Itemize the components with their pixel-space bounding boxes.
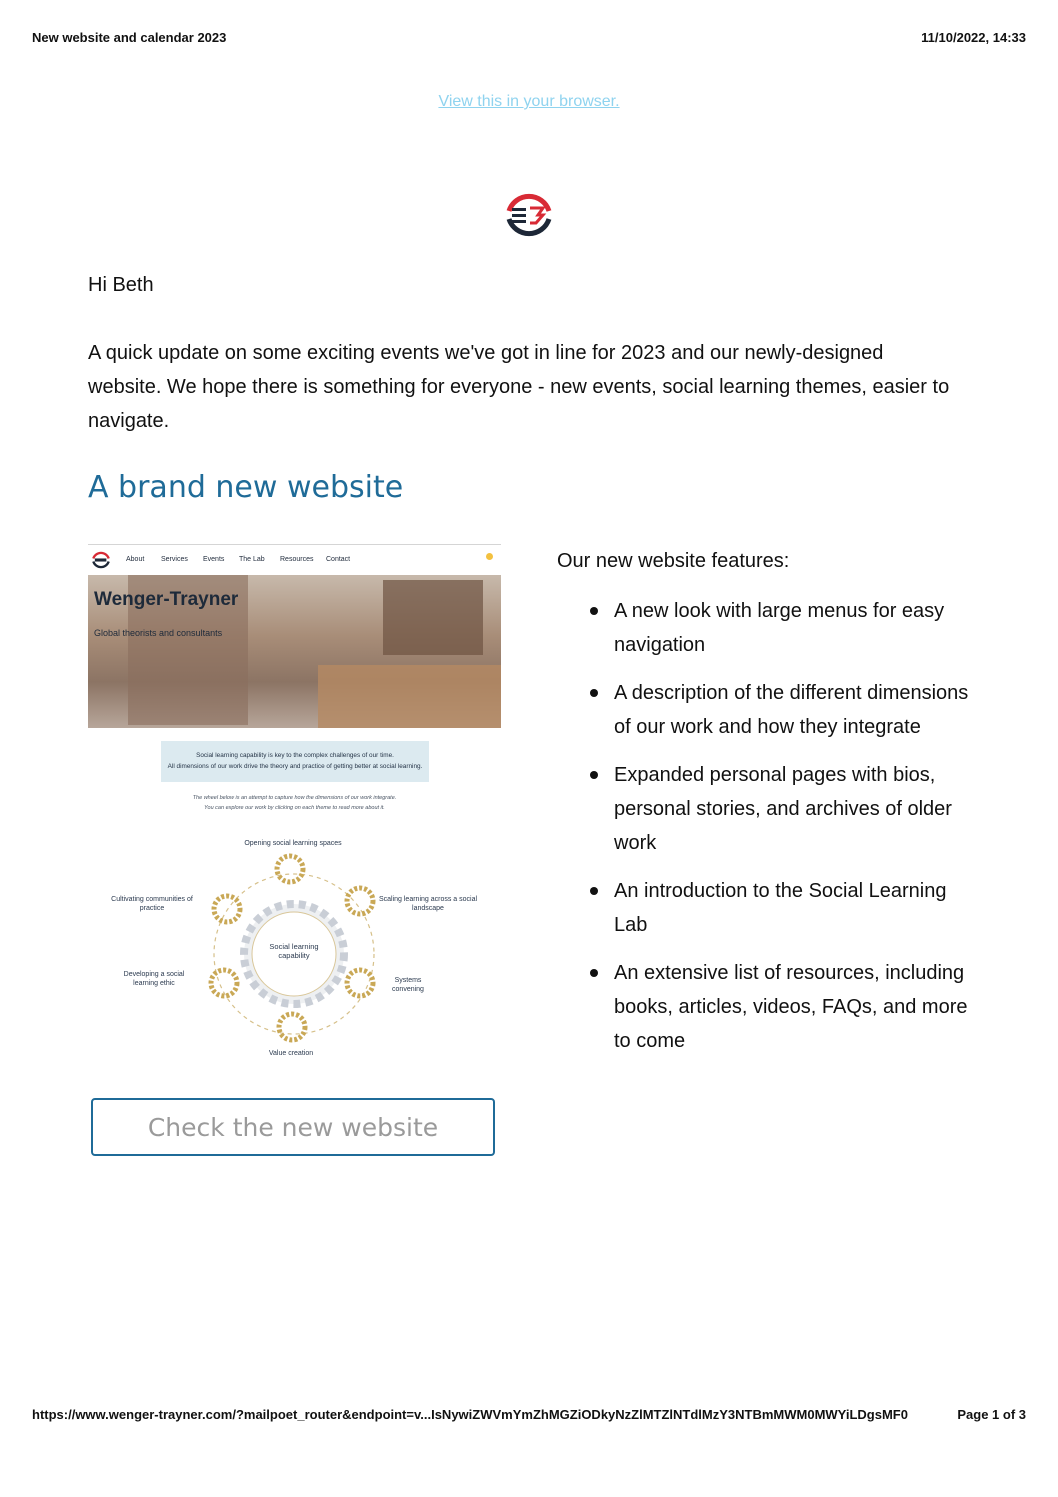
- screenshot-quote-line1: Social learning capability is key to the complex challenges of our time.: [196, 752, 394, 759]
- screenshot-nav: [88, 544, 501, 577]
- bullet-icon: [590, 887, 598, 895]
- bullet-icon: [590, 607, 598, 615]
- feature-item: [590, 676, 985, 744]
- features-intro: Our new website features:: [557, 550, 790, 572]
- wheel-center-label: Social learning capability: [269, 942, 319, 960]
- feature-text: A description of the different dimensions of our work and how they integrate: [614, 682, 969, 738]
- feature-text: A new look with large menus for easy navigation: [614, 600, 945, 656]
- hero-cabinet: [383, 580, 483, 655]
- wheel-label-bottom-right: Systems convening: [392, 977, 424, 993]
- screenshot-hero: [88, 575, 501, 728]
- bullet-icon: [590, 771, 598, 779]
- hero-table: [318, 665, 501, 728]
- bullet-icon: [590, 969, 598, 977]
- print-footer-url: https://www.wenger-trayner.com/?mailpoet_router&endpoint=v...IsNywiZWVmYmZhMGZiODkyNzZlMTZlNTdlMzY3NTBmMWM0MWYiLDgsMF0: [32, 1407, 908, 1422]
- feature-item: [590, 594, 985, 662]
- wheel-label-top-right: Scaling learning across a social landscape: [378, 896, 478, 912]
- feature-text: An extensive list of resources, including books, articles, videos, FAQs, and more to come: [614, 962, 968, 1052]
- print-footer-page: Page 1 of 3: [957, 1407, 1026, 1422]
- screenshot-note-line2: You can explore our work by clicking on each theme to read more about it.: [204, 805, 385, 811]
- screenshot-hero-subtitle: Global theorists and consultants: [94, 628, 223, 638]
- wheel-label-bottom: Value creation: [268, 1050, 314, 1057]
- screenshot-note-line1: The wheel below is an attempt to capture how the dimensions of our work integrate.: [192, 795, 397, 801]
- wheel-label-top: Opening social learning spaces: [244, 840, 342, 847]
- screenshot-nav-resources: Resources: [280, 556, 314, 563]
- feature-text: Expanded personal pages with bios, personal stories, and archives of older work: [614, 764, 952, 854]
- screenshot-quote-line2: All dimensions of our work drive the theory and practice of getting better at social learning.: [167, 763, 423, 770]
- screenshot-nav-events: Events: [203, 556, 225, 563]
- feature-item: [590, 874, 985, 942]
- feature-item: [590, 758, 985, 860]
- wheel-label-bottom-left: Developing a social learning ethic: [123, 971, 185, 987]
- screenshot-logo-icon: [91, 550, 111, 570]
- print-header-title: New website and calendar 2023: [32, 30, 227, 45]
- wheel-label-top-left: Cultivating communities of practice: [111, 896, 193, 912]
- screenshot-quote-box: [161, 741, 429, 782]
- website-screenshot: [88, 544, 501, 1070]
- view-in-browser-link[interactable]: View this in your browser.: [438, 93, 620, 110]
- section-heading: A brand new website: [88, 470, 404, 505]
- screenshot-nav-about: About: [126, 556, 145, 563]
- feature-item: [590, 956, 985, 1058]
- features-list: [590, 594, 985, 1072]
- wenger-trayner-logo-icon: [503, 189, 555, 241]
- intro-paragraph: A quick update on some exciting events we've got in line for 2023 and our newly-designed website. We hope there is something for everyone - new events, social learning themes, easier to navigate.: [88, 342, 950, 432]
- greeting: Hi Beth: [88, 274, 154, 296]
- screenshot-hero-title: Wenger-Trayner: [94, 589, 239, 610]
- screenshot-nav-services: Services: [161, 556, 188, 563]
- screenshot-note: [88, 793, 501, 813]
- bullet-icon: [590, 689, 598, 697]
- feature-text: An introduction to the Social Learning Lab: [614, 880, 947, 936]
- screenshot-nav-lab: The Lab: [239, 556, 265, 563]
- screenshot-dot-icon: [486, 553, 493, 560]
- print-header-datetime: 11/10/2022, 14:33: [921, 30, 1026, 45]
- screenshot-nav-contact: Contact: [326, 556, 351, 563]
- check-website-button[interactable]: Check the new website: [91, 1098, 495, 1156]
